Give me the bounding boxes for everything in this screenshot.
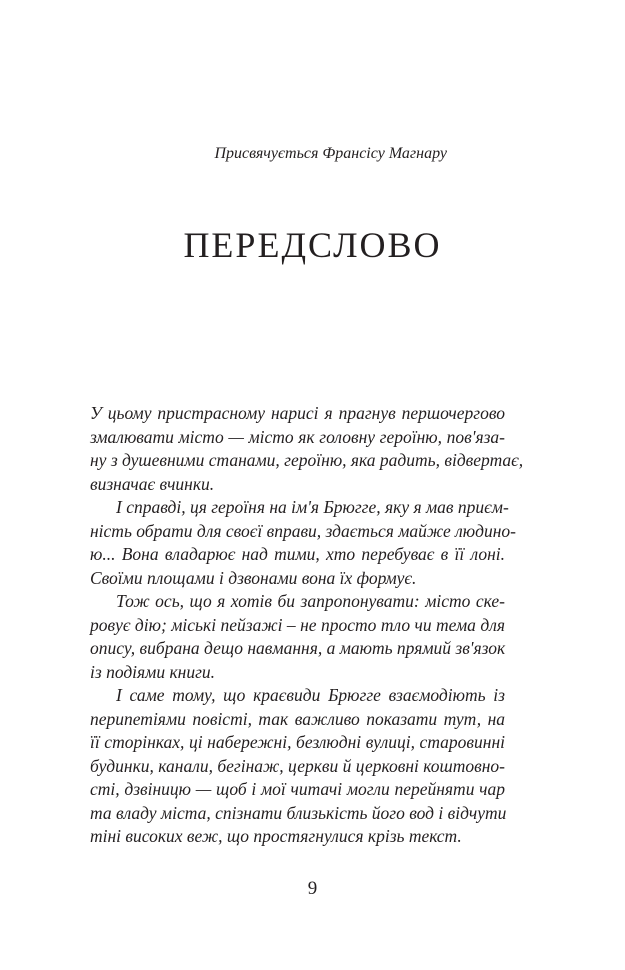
body-line: У цьому пристрасному нарисі я прагнув першочергово (90, 403, 505, 423)
preface-body (90, 402, 524, 849)
body-line: будинки, канали, бегінаж, церкви й церковні коштовно- (90, 755, 505, 776)
body-line: ну з душевними станами, героїню, яка радить, відвертає, (90, 450, 524, 470)
body-line: її сторінках, ці набережні, безлюдні вулиці, старовинні (90, 732, 505, 752)
body-line: І саме тому, що краєвиди Брюгге взаємодіють із (116, 685, 505, 705)
body-line: Тож ось, що я хотів би запропонувати: місто ске- (116, 591, 505, 611)
body-line: ровує дію; міські пейзажі – не просто тло чи тема для (90, 614, 505, 635)
body-line: ю... Вона владарює над тими, хто перебуває в її лоні. (90, 544, 505, 564)
body-line: тіні високих веж, що простягнулися крізь текст. (90, 826, 462, 846)
body-line: визначає вчинки. (90, 473, 215, 494)
body-line: сті, дзвіницю — щоб і мої читачі могли перейняти чар (90, 779, 505, 799)
page-heading: ПЕРЕДСЛОВО (183, 225, 442, 265)
body-line: опису, вибрана дещо навмання, а мають прямий зв'язок (90, 638, 506, 658)
body-line: І справді, ця героїня на ім'я Брюгге, яку я мав приєм- (116, 497, 509, 517)
body-line: Своїми площами і дзвонами вона їх формує. (90, 567, 417, 588)
body-line: та владу міста, спізнати близькість його вод і відчути (90, 802, 507, 823)
body-line: ність обрати для своєї вправи, здається майже людино- (90, 520, 516, 541)
body-line: перипетіями повісті, так важливо показати тут, на (90, 708, 505, 729)
dedication: Присвячується Франсісу Магнару (214, 145, 447, 162)
body-line: із подіями книги. (90, 661, 216, 682)
page-number: 9 (307, 878, 318, 899)
body-line: змалювати місто — місто як головну героїню, пов'яза- (90, 426, 505, 447)
